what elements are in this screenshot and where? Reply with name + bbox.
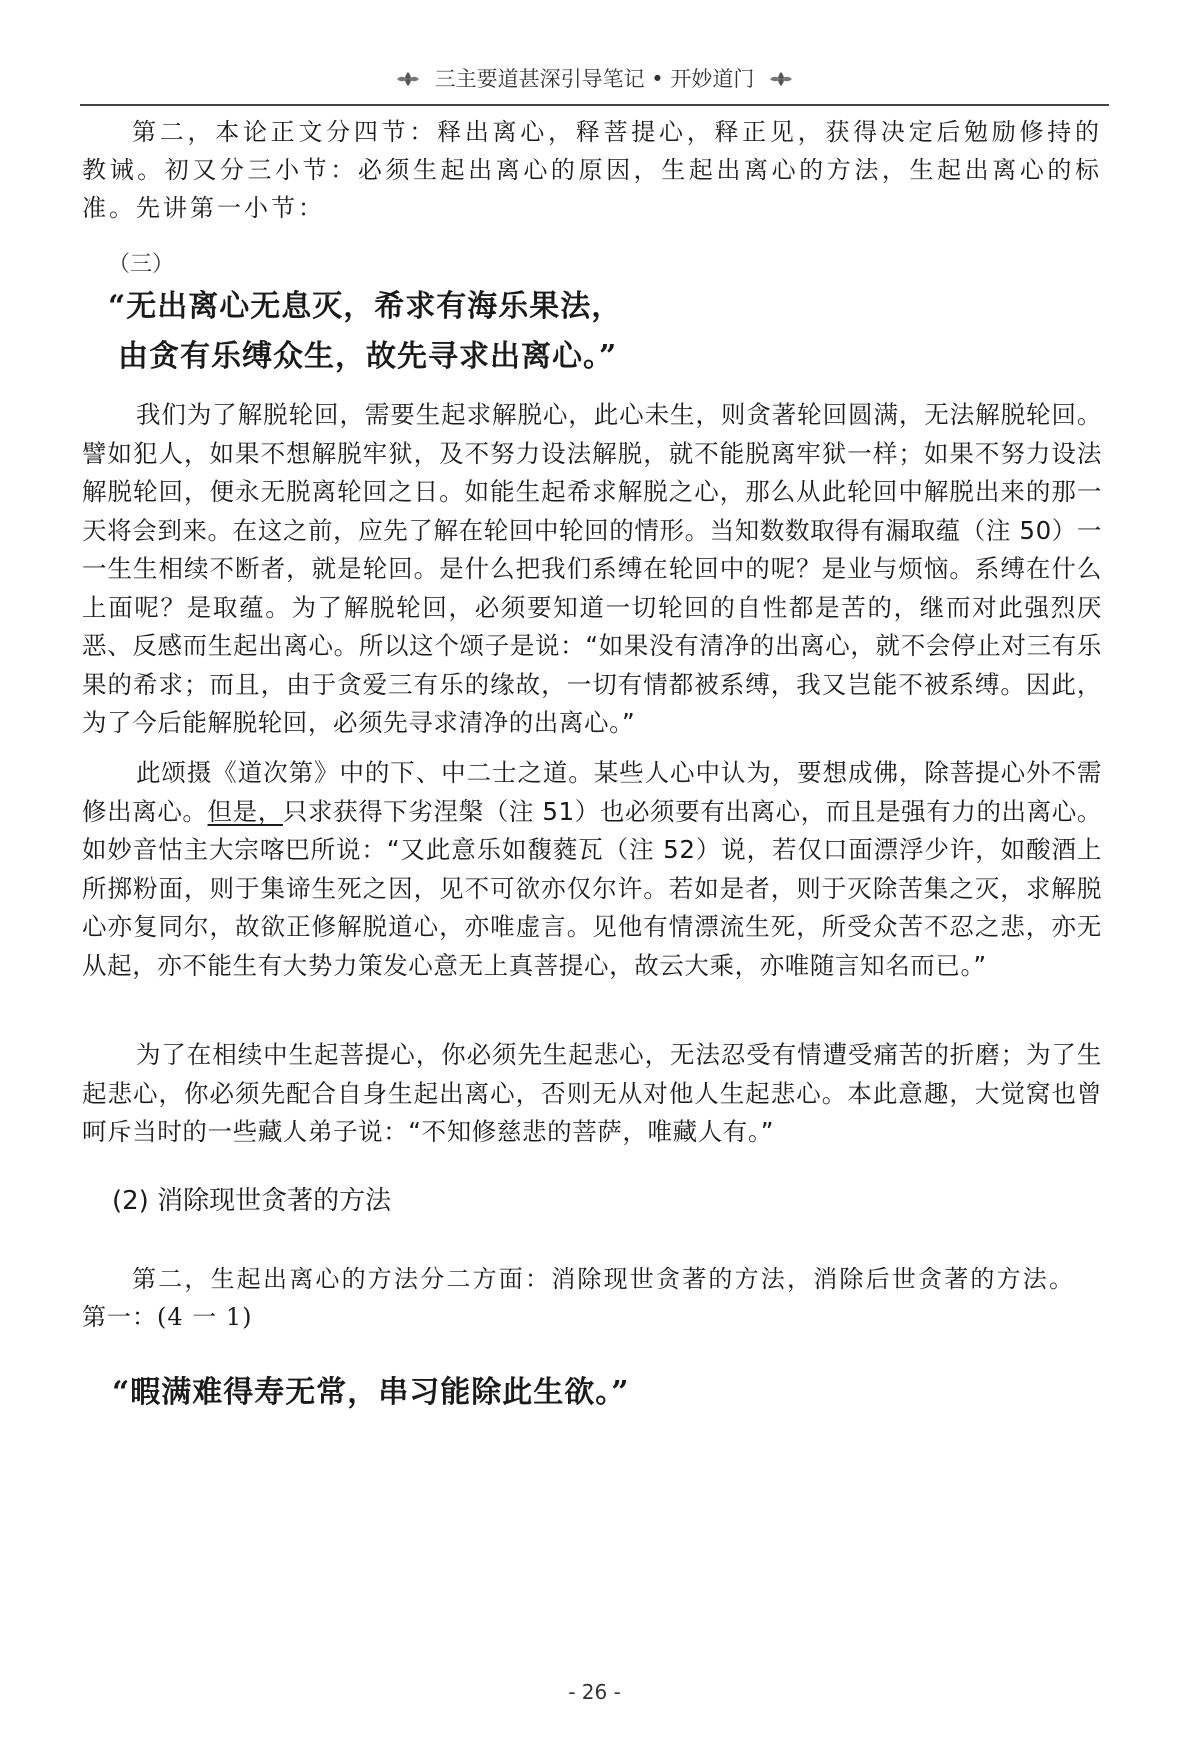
verse-line-1: “无出离心无息灭，希求有海乐果法， (108, 289, 623, 324)
left-ornament-icon (395, 69, 421, 87)
header-title: 三主要道甚深引导笔记 • 开妙道门 (434, 67, 755, 91)
paragraph-4-block (82, 1260, 1102, 1336)
paragraph-3: 为了在相续中生起菩提心，你必须先生起悲心，无法忍受有情遭受痛苦的折磨；为了生起悲心，你必须先配合自身生起出离心，否则无从对他人生起悲心。本此意趣，大觉窝也曾呵斥当时的一些藏人弟子说：“不知修慈悲的菩萨，唯藏人有。” (82, 1040, 1102, 1146)
paragraph-4-line-2: 第一：(4 一 1) (82, 1303, 253, 1331)
paragraph-1: 我们为了解脱轮回，需要生起求解脱心，此心未生，则贪著轮回圆满，无法解脱轮回。譬如犯人，如果不想解脱牢狱，及不努力设法解脱，就不能脱离牢狱一样；如果不努力设法解脱轮回，便永无脱离轮回之日。如能生起希求解脱之心，那么从此轮回中解脱出来的那一天将会到来。在这之前，应先了解在轮回中轮回的情形。当知数数取得有漏取蕴（注 50）一一生生相续不断者，就是轮回。是什么把我们系缚在轮回中的呢？是业与烦恼。系缚在什么上面呢？是取蕴。为了解脱轮回，必须要知道一切轮回的自性都是苦的，继而对此强烈厌恶、反感而生起出离心。所以这个颂子是说：“如果没有清净的出离心，就不会停止对三有乐果的希求；而且，由于贪爱三有乐的缘故，一切有情都被系缚，我又岂能不被系缚。因此，为了今后能解脱轮回，必须先寻求清净的出离心。” (82, 400, 1102, 737)
running-header (80, 58, 1109, 98)
intro-block (82, 113, 1102, 227)
paragraph-2-part-1: 此颂摄《道次第》中的下、中二士之道。某些人心中认为，要想成佛，除菩提心外不需修出离心。 (82, 758, 1102, 826)
verse-next: “暇满难得寿无常，串习能除此生欲。” (112, 1375, 630, 1410)
verse-number: （三） (108, 252, 175, 277)
paragraph-2-part-2: 只求获得下劣涅槃（注 51）也必须要有出离心，而且是强有力的出离心。如妙音怙主大宗喀巴所说：“又此意乐如馥蕤瓦（注 52）说，若仅口面漂浮少许，如酸酒上所掷粉面，则于集谛生死之因，见不可欲亦仅尔许。若如是者，则于灭除苦集之灭，求解脱心亦复同尔，故欲正修解脱道心，亦唯虚言。见他有情漂流生死，所受众苦不忍之悲，亦无从起，亦不能生有大势力策发心意无上真菩提心，故云大乘，亦唯随言知名而已。” (82, 796, 1102, 980)
paragraph-4-line-1: 第二，生起出离心的方法分二方面：消除现世贪著的方法，消除后世贪著的方法。 (132, 1265, 1076, 1293)
paragraph-2-block (82, 754, 1102, 985)
paragraph-3-block (82, 1036, 1102, 1152)
verse-next-block (112, 1368, 1132, 1418)
verse-line-2: 由贪有乐缚众生，故先寻求出离心。” (118, 339, 618, 374)
page-number: - 26 - (568, 1680, 621, 1704)
header-rule (80, 104, 1109, 106)
intro-paragraph: 第二，本论正文分四节：释出离心，释菩提心，释正见，获得决定后勉励修持的教诫。初又分三小节：必须生起出离心的原因，生起出离心的方法，生起出离心的标准。先讲第一小节： (82, 118, 1102, 222)
paragraph-2 (82, 754, 1102, 985)
paragraph-2-underlined: 但是， (207, 796, 283, 826)
paragraph-1-block (82, 396, 1102, 743)
section-heading: (2) 消除现世贪著的方法 (112, 1186, 392, 1216)
section-heading-block (112, 1180, 1132, 1217)
right-ornament-icon (768, 69, 794, 87)
verse-3-block (108, 247, 1128, 382)
